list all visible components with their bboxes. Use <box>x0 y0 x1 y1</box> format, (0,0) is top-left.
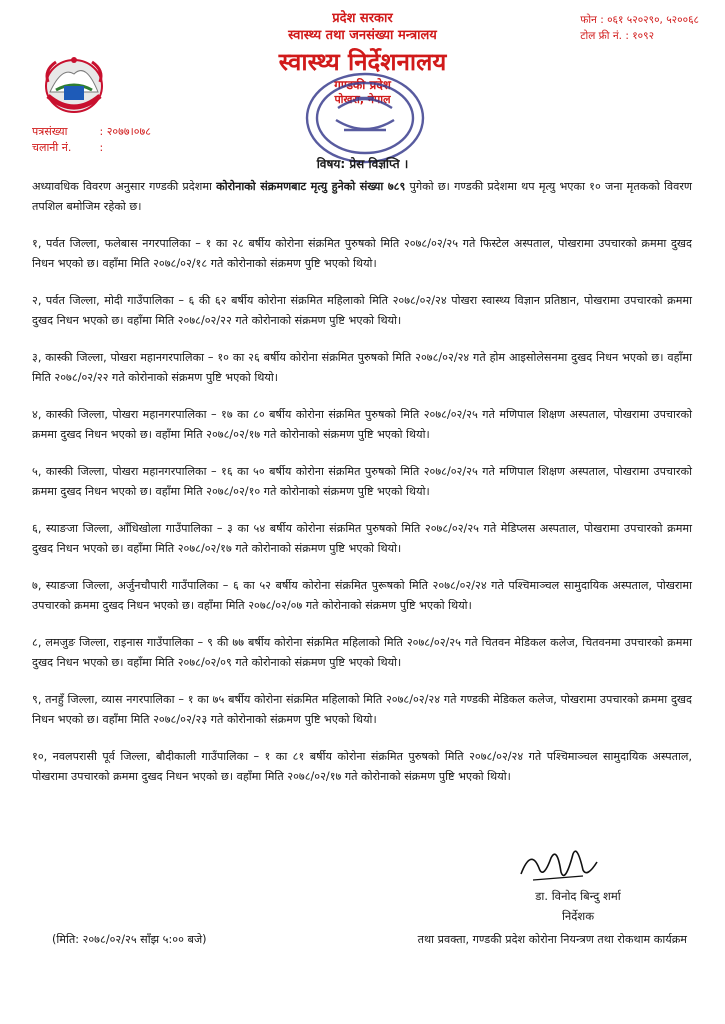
list-item: ३, कास्की जिल्ला, पोखरा महानगरपालिका – १० का २६ बर्षीय कोरोना संक्रमित पुरुषको मिति २०७८/०२/२४ गते होम आइसोलेसनमा दुखद निधन भएको छ। वहाँमा मिति २०७८/०२/२२ गते कोरोनाको संक्रमण पुष्टि भएको थियो। <box>32 351 692 384</box>
header-location: पोखरा, नेपाल <box>334 93 391 106</box>
list-item: ४, कास्की जिल्ला, पोखरा महानगरपालिका – १७ का ८० बर्षीय कोरोना संक्रमित पुरुषको मिति २०७८/०२/२५ गते मणिपाल शिक्षण अस्पताल, पोखरामा उपचारको क्रममा दुखद निधन भएको छ। वहाँमा मिति २०७८/०२/१७ गते कोरोनाको संक्रमण पुष्टि भएको थियो। <box>32 408 692 441</box>
patra-sankhya-row <box>32 124 151 140</box>
official-stamp-icon <box>298 68 432 168</box>
intro-pre: अध्यावधिक विवरण अनुसार गण्डकी प्रदेशमा <box>32 180 217 193</box>
list-item: ८, लमजुङ जिल्ला, राइनास गाउँपालिका – ९ की ७७ बर्षीय कोरोना संक्रमित महिलाको मिति २०७८/०२/२५ गते चितवन मेडिकल कलेज, चितवनमा उपचारको क्रममा दुखद निधन भएको छ। वहाँमा मिति २०७८/०२/०९ गते कोरोनाको संक्रमण पुष्टि भएको थियो। <box>32 636 692 669</box>
list-item: २, पर्वत जिल्ला, मोदी गाउँपालिका – ६ की ६२ बर्षीय कोरोना संक्रमित महिलाको मिति २०७८/०२/२४ पोखरा स्वास्थ्य विज्ञान प्रतिष्ठान, पोखरामा उपचारको क्रममा दुखद निधन भएको छ। वहाँमा मिति २०७८/०२/२२ गते कोरोनाको संक्रमण पुष्टि भएको थियो। <box>32 294 692 327</box>
list-item: १, पर्वत जिल्ला, फलेबास नगरपालिका – १ का २८ बर्षीय कोरोना संक्रमित पुरुषको मिति २०७८/०२/२५ गते फिस्टेल अस्पताल, पोखरामा उपचारको क्रममा दुखद निधन भएको छ। वहाँमा मिति २०७८/०२/१८ गते कोरोनाको संक्रमण पुष्टि भएको थियो। <box>32 237 692 270</box>
list-item: ५, कास्की जिल्ला, पोखरा महानगरपालिका – १६ का ५० बर्षीय कोरोना संक्रमित पुरुषको मिति २०७८/०२/२५ गते मणिपाल शिक्षण अस्पताल, पोखरामा उपचारको क्रममा दुखद निधन भएको छ। वहाँमा मिति २०७८/०२/१० गते कोरोनाको संक्रमण पुष्टि भएको थियो। <box>32 465 692 498</box>
signer-name: डा. विनोद बिन्दु शर्मा <box>535 889 621 903</box>
chalani-value: : <box>99 141 104 154</box>
phone-number: फोन : ०६१ ५२०२९०, ५२००६८ <box>580 14 699 26</box>
header-province: गण्डकी प्रदेश <box>334 78 391 92</box>
list-item: १०, नवलपरासी पूर्व जिल्ला, बौदीकाली गाउँपालिका – १ का ८१ बर्षीय कोरोना संक्रमित पुरुषको मिति २०७८/०२/२४ गते पश्चिमाञ्चल सामुदायिक अस्पताल, पोखरामा उपचारको क्रममा दुखद निधन भएको छ। वहाँमा मिति २०७८/०२/१७ गते कोरोनाको संक्रमण पुष्टि भएको थियो। <box>32 750 692 783</box>
signer-block <box>508 886 648 926</box>
signer-title: निर्देशक <box>561 909 595 923</box>
patra-sankhya-label: पत्रसंख्या <box>32 125 68 138</box>
press-release-body <box>32 177 692 804</box>
release-date: (मिति: २०७८/०२/२५ साँझ ५:०० बजे) <box>52 933 207 946</box>
intro-paragraph <box>32 177 692 216</box>
intro-post: पुगेको छ। गण्डकी प्रदेशमा थप मृत्यु भएका १० जना मृतकको विवरण तपशिल बमोजिम रहेको छ। <box>32 180 692 213</box>
list-item: ९, तनहुँ जिल्ला, व्यास नगरपालिका – १ का ७५ बर्षीय कोरोना संक्रमित महिलाको मिति २०७८/०२/२४ गते गण्डकी मेडिकल कलेज, पोखरामा उपचारको क्रममा दुखद निधन भएको छ। वहाँमा मिति २०७८/०२/२३ गते कोरोनाको संक्रमण पुष्टि भएको थियो। <box>32 693 692 726</box>
signer-role: तथा प्रवक्ता, गण्डकी प्रदेश कोरोना नियन्त्रण तथा रोकथाम कार्यक्रम <box>417 933 687 946</box>
chalani-label: चलानी नं. <box>32 141 72 154</box>
toll-free-number: टोल फ्री नं. : १०९२ <box>580 30 655 42</box>
list-item: ६, स्याङजा जिल्ला, आँधिखोला गाउँपालिका – ३ का ५४ बर्षीय कोरोना संक्रमित पुरुषको मिति २०७८/०२/२५ गते मेडिप्लस अस्पताल, पोखरामा उपचारको क्रममा दुखद निधन भएको छ। वहाँमा मिति २०७८/०२/१७ गते कोरोनाको संक्रमण पुष्टि भएको थियो। <box>32 522 692 555</box>
list-item: ७, स्याङजा जिल्ला, अर्जुनचौपारी गाउँपालिका – ६ का ५२ बर्षीय कोरोना संक्रमित पुरूषको मिति २०७८/०२/२४ गते पश्चिमाञ्चल सामुदायिक अस्पताल, पोखरामा उपचारको क्रममा दुखद निधन भएको छ। वहाँमा मिति २०७८/०२/०७ गते कोरोनाको संक्रमण पुष्टि भएको थियो। <box>32 579 692 612</box>
signature-icon <box>513 844 603 889</box>
subject-line: विषय: प्रेस विज्ञप्ति । <box>316 157 409 171</box>
header-directorate: स्वास्थ्य निर्देशनालय <box>278 48 447 76</box>
header-ministry: स्वास्थ्य तथा जनसंख्या मन्त्रालय <box>288 28 437 43</box>
reference-block <box>32 124 151 156</box>
intro-bold: कोरोनाको संक्रमणबाट मृत्यु हुनेको संख्या ७८९ <box>216 180 406 193</box>
chalani-row <box>32 140 151 156</box>
patra-sankhya-value: : २०७७।०७८ <box>99 125 151 138</box>
header-government: प्रदेश सरकार <box>332 11 393 26</box>
